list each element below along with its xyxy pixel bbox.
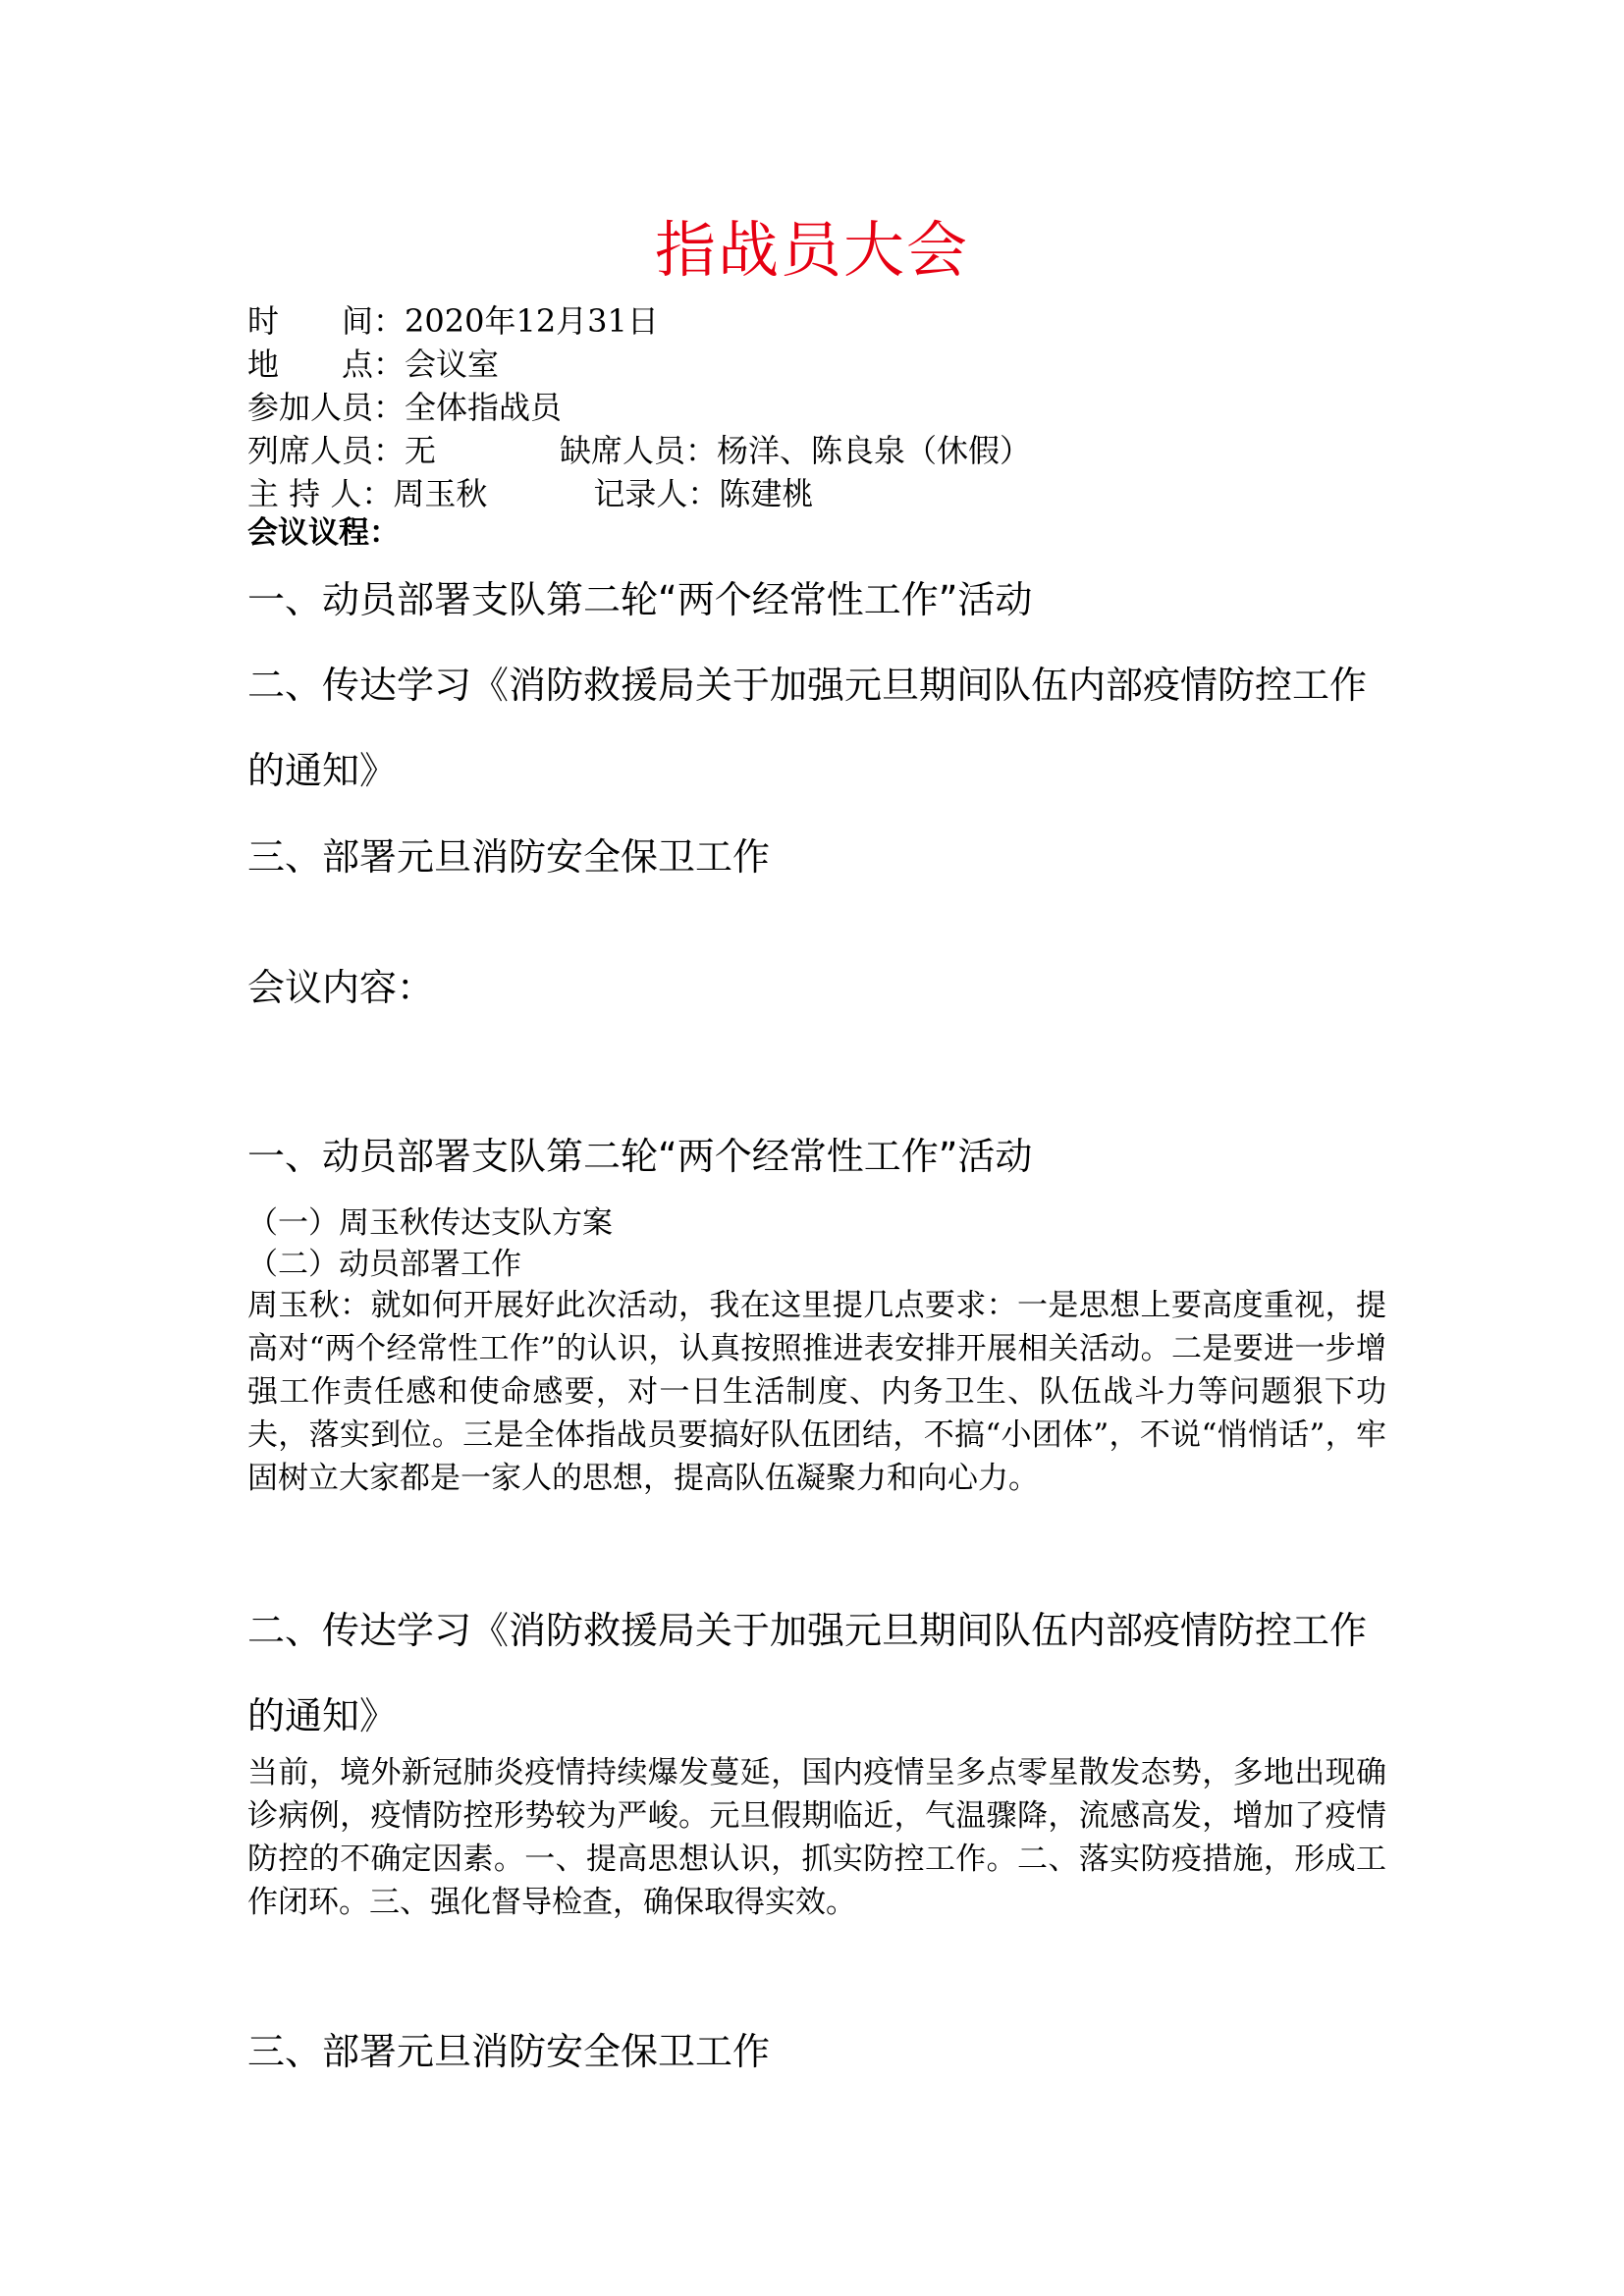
meta-place-row xyxy=(247,343,499,386)
meta-host-label: 主 持 人： xyxy=(247,475,394,512)
meta-attendees-value: 无 xyxy=(405,432,437,469)
meta-participants-label: 参加人员： xyxy=(247,389,406,426)
meta-place-label: 地 点： xyxy=(247,346,406,383)
section-2-body: 当前，境外新冠肺炎疫情持续爆发蔓延，国内疫情呈多点零星散发态势，多地出现确诊病例，疫情防控形势较为严峻。元旦假期临近，气温骤降，流感高发，增加了疫情防控的不确定因素。一、提高思想认识，抓实防控工作。二、落实防疫措施，形成工作闭环。三、强化督导检查，确保取得实效。 xyxy=(247,1755,1386,1920)
section-1-heading: 一、动员部署支队第二轮“两个经常性工作”活动 xyxy=(247,1135,1033,1178)
section-2-heading-line-1: 二、传达学习《消防救援局关于加强元旦期间队伍内部疫情防控工作 xyxy=(247,1609,1368,1652)
agenda-label: 会议议程： xyxy=(247,515,400,551)
content-label: 会议内容： xyxy=(247,966,435,1009)
meta-absent-value: 杨洋、陈良泉（休假） xyxy=(717,432,1032,469)
meta-place-value: 会议室 xyxy=(405,346,500,383)
meta-attendees-label: 列席人员： xyxy=(247,432,406,469)
document-title: 指战员大会 xyxy=(654,214,969,286)
meta-participants-value: 全体指战员 xyxy=(405,389,563,426)
section-1-sub-1: （一）周玉秋传达支队方案 xyxy=(247,1205,613,1241)
agenda-item-1: 一、动员部署支队第二轮“两个经常性工作”活动 xyxy=(247,578,1033,621)
meta-absent-label: 缺席人员： xyxy=(560,432,718,469)
agenda-item-2-line-2: 的通知》 xyxy=(247,749,398,792)
section-1-sub-2: （二）动员部署工作 xyxy=(247,1247,521,1282)
meta-time-row xyxy=(247,299,659,343)
meta-time-label: 时 间： xyxy=(247,302,406,340)
meta-attendees-row xyxy=(247,429,1031,472)
meta-host-value: 周玉秋 xyxy=(393,475,488,512)
meta-recorder-label: 记录人： xyxy=(593,475,720,512)
section-3-heading: 三、部署元旦消防安全保卫工作 xyxy=(247,2030,771,2073)
meta-participants-row xyxy=(247,386,562,429)
section-1-body: 周玉秋：就如何开展好此次活动，我在这里提几点要求：一是思想上要高度重视，提高对“两个经常性工作”的认识，认真按照推进表安排开展相关活动。二是要进一步增强工作责任感和使命感要，对一日生活制度、内务卫生、队伍战斗力等问题狠下功夫，落实到位。三是全体指战员要搞好队伍团结，不搞“小团体”，不说“悄悄话”，牢固树立大家都是一家人的思想，提高队伍凝聚力和向心力。 xyxy=(247,1288,1386,1496)
meta-time-value: 2020年12月31日 xyxy=(405,302,659,340)
agenda-item-2-line-1: 二、传达学习《消防救援局关于加强元旦期间队伍内部疫情防控工作 xyxy=(247,664,1368,707)
meta-host-row xyxy=(247,472,813,515)
agenda-item-3: 三、部署元旦消防安全保卫工作 xyxy=(247,835,771,879)
section-2-heading-line-2: 的通知》 xyxy=(247,1694,398,1737)
meta-recorder-value: 陈建桃 xyxy=(719,475,814,512)
